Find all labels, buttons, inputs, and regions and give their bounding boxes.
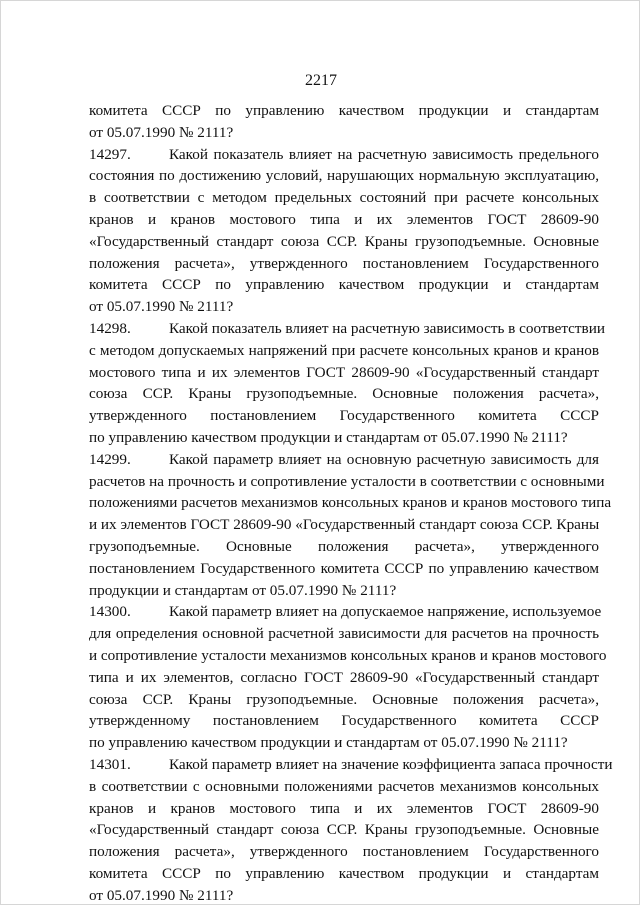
text-line — [89, 841, 599, 863]
question-number: 14299. — [89, 450, 131, 468]
line-text: Какой показатель влияет на расчетную зависимость в соответствии — [169, 319, 605, 337]
text-line — [89, 274, 599, 296]
question-first-line — [89, 318, 605, 340]
line-text: по управлению качеством продукции и стандартам от 05.07.1990 № 2111? — [89, 734, 568, 752]
line-text: положения расчета», утвержденного постановлением Государственного — [89, 843, 599, 861]
text-line — [89, 187, 599, 209]
question-number: 14301. — [89, 755, 131, 773]
line-text: Какой показатель влияет на расчетную зависимость предельного — [169, 145, 599, 163]
question-number: 14300. — [89, 603, 131, 621]
text-line — [89, 122, 599, 144]
text-line — [89, 253, 599, 275]
text-line — [89, 689, 599, 711]
text-line — [89, 580, 599, 602]
text-line — [89, 732, 599, 754]
text-line — [89, 863, 599, 885]
text-line — [89, 427, 599, 449]
question-first-line — [89, 601, 602, 623]
line-text: «Государственный стандарт союза ССР. Краны грузоподъемные. Основные — [89, 232, 599, 250]
line-text: расчетов на прочность и сопротивление усталости в соответствии с основными — [89, 472, 605, 490]
question-first-line — [89, 144, 599, 166]
line-text: и их элементов ГОСТ 28609-90 «Государственный стандарт союза ССР. Краны — [89, 516, 600, 534]
document-body — [89, 100, 613, 906]
text-line — [89, 885, 599, 906]
text-line — [89, 492, 612, 514]
line-text: комитета СССР по управлению качеством продукции и стандартам — [89, 276, 599, 294]
text-line — [89, 383, 599, 405]
question-first-line — [89, 754, 613, 776]
line-text: союза ССР. Краны грузоподъемные. Основные положения расчета», — [89, 385, 599, 403]
question-number: 14297. — [89, 145, 131, 163]
line-text: Какой параметр влияет на значение коэффициента запаса прочности — [169, 755, 613, 773]
line-text: комитета СССР по управлению качеством продукции и стандартам — [89, 864, 599, 882]
question-number: 14298. — [89, 319, 131, 337]
line-text: «Государственный стандарт союза ССР. Краны грузоподъемные. Основные — [89, 821, 599, 839]
line-text: Какой параметр влияет на допускаемое напряжение, используемое — [169, 603, 602, 621]
line-text: положениями расчетов механизмов консольных кранов и кранов мостового типа — [89, 494, 612, 512]
line-text: продукции и стандартам от 05.07.1990 № 2111? — [89, 581, 397, 599]
line-text: Какой параметр влияет на основную расчетную зависимость для — [169, 450, 599, 468]
text-line — [89, 558, 599, 580]
line-text: кранов и кранов мостового типа и их элементов ГОСТ 28609-90 — [89, 799, 599, 817]
line-text: для определения основной расчетной зависимости для расчетов на прочность — [89, 625, 599, 643]
line-text: положения расчета», утвержденного постановлением Государственного — [89, 254, 599, 272]
text-line — [89, 100, 599, 122]
line-text: от 05.07.1990 № 2111? — [89, 886, 234, 904]
question-first-line — [89, 449, 599, 471]
text-line — [89, 536, 599, 558]
text-line — [89, 165, 599, 187]
line-text: и сопротивление усталости механизмов консольных кранов и кранов мостового — [89, 646, 607, 664]
text-line — [89, 340, 599, 362]
line-text: кранов и кранов мостового типа и их элементов ГОСТ 28609-90 — [89, 210, 599, 228]
page-number: 2217 — [305, 72, 337, 89]
line-text: утвержденному постановлением Государственного комитета СССР — [89, 712, 599, 730]
text-line — [89, 645, 607, 667]
line-text: постановлением Государственного комитета СССР по управлению качеством — [89, 559, 599, 577]
line-text: грузоподъемные. Основные положения расчета», утвержденного — [89, 537, 599, 555]
line-text: от 05.07.1990 № 2111? — [89, 123, 234, 141]
text-line — [89, 819, 599, 841]
line-text: с методом допускаемых напряжений при расчете консольных кранов и кранов — [89, 341, 599, 359]
text-line — [89, 514, 599, 536]
line-text: от 05.07.1990 № 2111? — [89, 298, 234, 316]
text-line — [89, 209, 599, 231]
line-text: в соответствии с основными положениями расчетов механизмов консольных — [89, 777, 599, 795]
line-text: утвержденного постановлением Государственного комитета СССР — [89, 407, 599, 425]
text-line — [89, 362, 599, 384]
text-line — [89, 471, 605, 493]
text-line — [89, 231, 599, 253]
line-text: мостового типа и их элементов ГОСТ 28609-90 «Государственный стандарт — [89, 363, 599, 381]
text-line — [89, 710, 599, 732]
line-text: состояния по достижению условий, нарушающих нормальную эксплуатацию, — [89, 167, 599, 185]
text-line — [89, 667, 599, 689]
line-text: по управлению качеством продукции и стандартам от 05.07.1990 № 2111? — [89, 428, 568, 446]
text-line — [89, 405, 599, 427]
line-text: союза ССР. Краны грузоподъемные. Основные положения расчета», — [89, 690, 599, 708]
text-line — [89, 798, 599, 820]
text-line — [89, 776, 599, 798]
line-text: типа и их элементов, согласно ГОСТ 28609-90 «Государственный стандарт — [89, 668, 599, 686]
text-line — [89, 296, 599, 318]
line-text: комитета СССР по управлению качеством продукции и стандартам — [89, 102, 599, 119]
text-line — [89, 623, 599, 645]
line-text: в соответствии с методом предельных состояний при расчете консольных — [89, 189, 599, 207]
